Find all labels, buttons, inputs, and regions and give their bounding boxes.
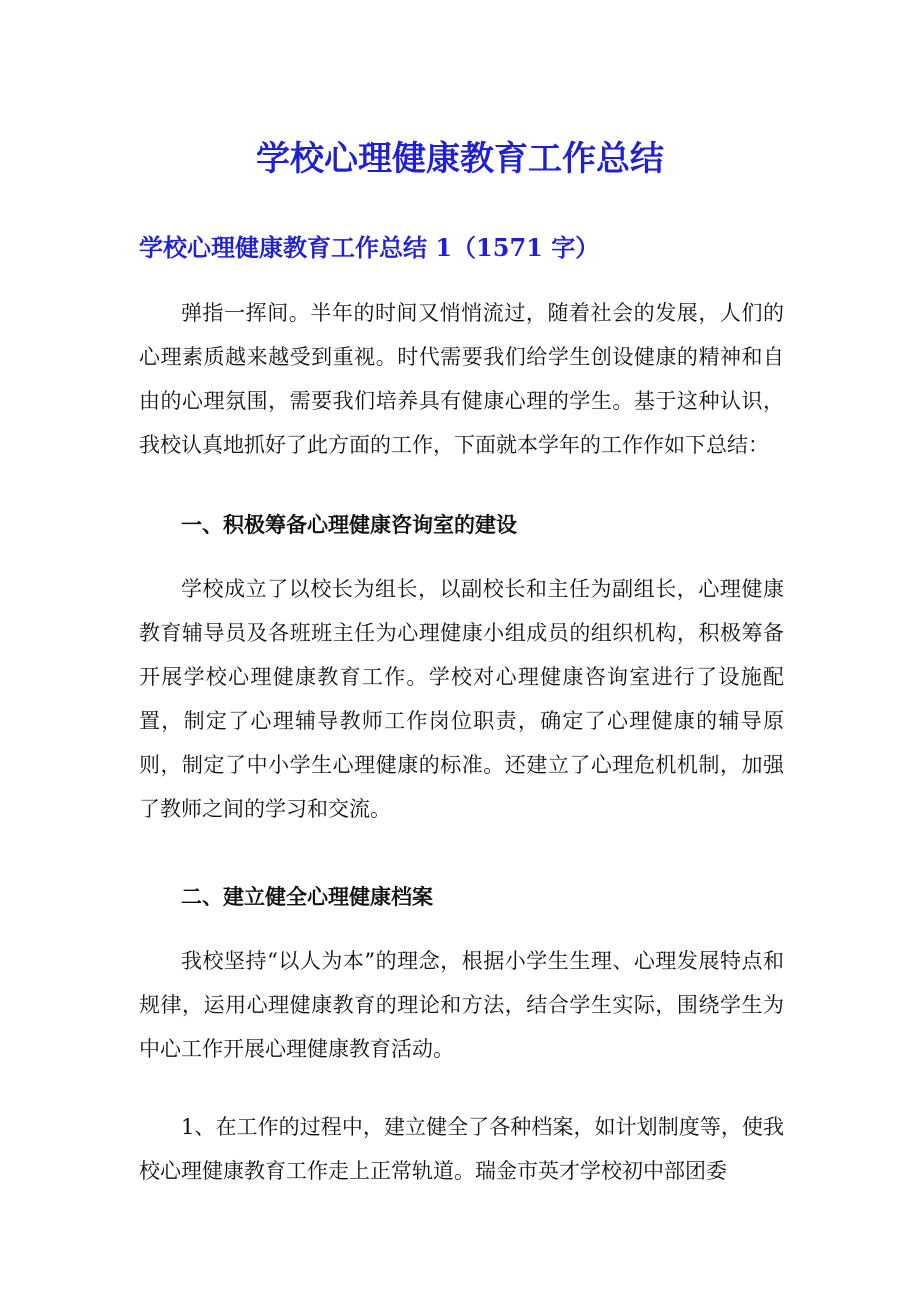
heading-counseling-room: 一、积极筹备心理健康咨询室的建设: [181, 512, 517, 537]
document-title: 学校心理健康教育工作总结: [256, 139, 664, 179]
heading-health-records: 二、建立健全心理健康档案: [181, 884, 433, 909]
paragraph-item-1: 1、在工作的过程中，建立健全了各种档案，如计划制度等，使我校心理健康教育工作走上正常轨道。瑞金市英才学校初中部团委: [139, 1115, 784, 1183]
paragraph-health-records: 我校坚持“以人为本”的理念，根据小学生生理、心理发展特点和规律，运用心理健康教育的理论和方法，结合学生实际，围绕学生为中心工作开展心理健康教育活动。: [139, 949, 784, 1061]
section-heading: 学校心理健康教育工作总结 1（1571 字）: [139, 233, 600, 262]
paragraph-intro: 弹指一挥间。半年的时间又悄悄流过，随着社会的发展，人们的心理素质越来越受到重视。时代需要我们给学生创设健康的精神和自由的心理氛围，需要我们培养具有健康心理的学生。基于这种认识，我校认真地抓好了此方面的工作，下面就本学年的工作作如下总结：: [139, 301, 784, 457]
paragraph-counseling-room: 学校成立了以校长为组长，以副校长和主任为副组长，心理健康教育辅导员及各班班主任为心理健康小组成员的组织机构，积极筹备开展学校心理健康教育工作。学校对心理健康咨询室进行了设施配置，制定了心理辅导教师工作岗位职责，确定了心理健康的辅导原则，制定了中小学生心理健康的标准。还建立了心理危机机制，加强了教师之间的学习和交流。: [139, 577, 784, 821]
